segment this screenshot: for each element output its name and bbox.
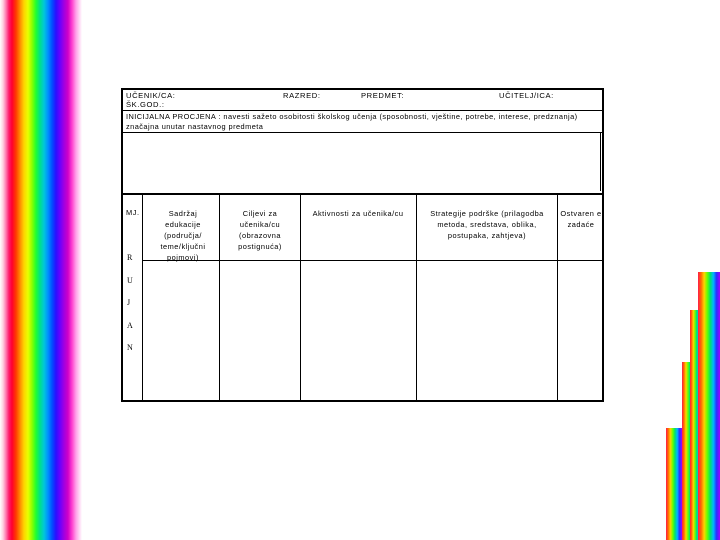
column-divider [416,195,417,400]
iop-form [121,88,604,402]
month-letter: N [127,343,133,352]
content-header: Sadržaj edukacije (područja/ teme/ključni pojmovi) [160,209,206,262]
school-year-label: ŠK.GOD.: [126,100,165,109]
column-divider [557,195,558,400]
teacher-label: UČITELJ/ICA: [499,91,554,100]
month-name-vertical [127,247,133,360]
rainbow-bar [698,272,720,540]
activities-header: Aktivnosti za učenika/cu [312,209,404,218]
column-divider [300,195,301,400]
month-letter: A [127,320,133,330]
form-header [123,90,602,111]
initial-assessment-field[interactable] [123,133,602,195]
class-label: RAZRED: [283,91,321,100]
month-letter: J [127,298,131,307]
month-letter: U [127,275,133,285]
plan-table [123,195,602,400]
strategies-header: Strategije podrške (prilagodba metoda, sredstava, oblika, postupaka, zahtjeva) [430,209,544,240]
subject-label: PREDMET: [361,91,405,100]
student-label: UČENIK/CA: [126,91,176,100]
column-divider [219,195,220,400]
month-letter: R [127,253,133,262]
rainbow-stripe-left [0,0,82,540]
achievement-header: Ostvaren e zadaće [560,209,602,229]
month-header: MJ. [126,208,140,217]
column-divider [142,195,143,400]
goals-header: Ciljevi za učenika/cu (obrazovna postignuća) [238,209,282,251]
initial-assessment-label: INICIJALNA PROCJENA : navesti sažeto osobitosti školskog učenja (sposobnosti, vještine, potrebe, interese, predznanja) značajna unutar nastavnog predmeta [123,111,602,133]
rainbow-bar [666,428,682,540]
